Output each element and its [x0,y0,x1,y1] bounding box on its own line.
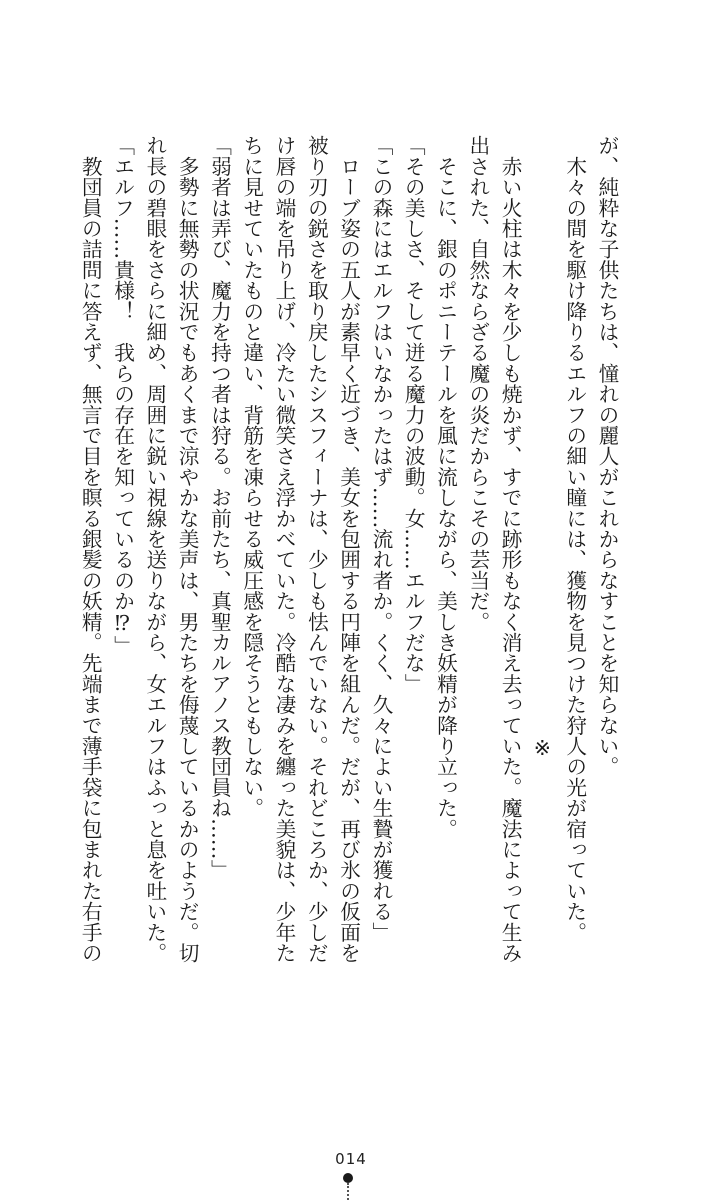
text-line: れ長の碧眼をさらに細め、周囲に鋭い視線を送りながら、女エルフはふっと息を吐いた。 [142,135,167,963]
scene-break-mark: ※ [530,735,555,760]
text-line: ローブ姿の五人が素早く近づき、美女を包囲する円陣を組んだ。だが、再び氷の仮面を [336,135,361,963]
page-marker-dotted-line [347,1183,349,1200]
text-line: が、純粋な子供たちは、憧れの麗人がこれからなすことを知らない。 [595,135,619,777]
text-line: 木々の間を駆け降りるエルフの細い瞳には、獲物を見つけた狩人の光が宿っていた。 [562,135,587,943]
text-line: 赤い火柱は木々を少しも焼かず、すでに跡形もなく消え去っていた。魔法によって生み [498,135,523,963]
page-body-text [71,135,623,965]
text-line: 多勢に無勢の状況でもあくまで涼やかな美声は、男たちを侮蔑しているかのようだ。切 [175,135,200,963]
dialogue-line: 「その美しさ、そして迸る魔力の波動。女……エルフだな」 [401,135,426,694]
dialogue-line: 「この森にはエルフはいなかったはず……流れ者か。くく、久々によい生贄が獲れる」 [368,135,393,943]
text-line: ちに見せていたものと違い、背筋を凍らせる威圧感を隠そうともしない。 [239,135,264,819]
text-line: 被り刃の鋭さを取り戻したシスフィーナは、少しも怯んでいない。それどころか、少しだ [304,135,329,963]
dialogue-line: 「エルフ……貴様！ 我らの存在を知っているのか⁉」 [110,135,135,656]
text-line: 出された、自然ならざる魔の炎だからこその芸当だ。 [465,135,490,632]
text-line: 教団員の詰問に答えず、無言で目を瞑る銀髪の妖精。先端まで薄手袋に包まれた右手の [78,135,103,963]
dialogue-line: 「弱者は弄び、魔力を持つ者は狩る。お前たち、真聖カルアノス教団員ね……」 [207,135,232,881]
text-line: け唇の端を吊り上げ、冷たい微笑さえ浮かべていた。冷酷な凄みを纏った美貌は、少年た [272,135,297,964]
page-marker-dot-icon [343,1173,353,1183]
text-line: そこに、銀のポニーテールを風に流しながら、美しき妖精が降り立った。 [433,135,458,839]
page-number: 014 [335,1150,367,1168]
